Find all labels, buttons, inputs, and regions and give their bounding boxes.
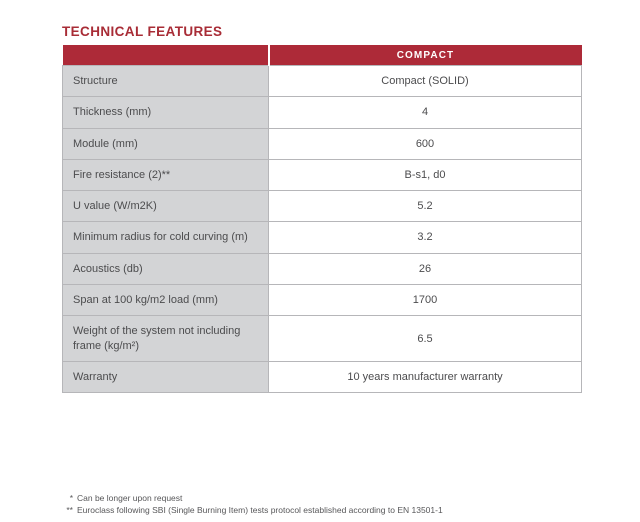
header-compact-cell: COMPACT	[269, 45, 582, 66]
row-label: Span at 100 kg/m2 load (mm)	[63, 285, 269, 316]
table-row	[63, 361, 582, 392]
table-row	[63, 316, 582, 362]
footnotes	[62, 493, 640, 516]
row-value: 600	[269, 128, 582, 159]
row-value: 1700	[269, 285, 582, 316]
row-value: 10 years manufacturer warranty	[269, 361, 582, 392]
table-row	[63, 285, 582, 316]
row-label: U value (W/m2K)	[63, 191, 269, 222]
row-value: 6.5	[269, 316, 582, 362]
row-value: B-s1, d0	[269, 159, 582, 190]
table-row	[63, 222, 582, 253]
table-row	[63, 253, 582, 284]
row-value: 26	[269, 253, 582, 284]
header-empty-cell	[63, 45, 269, 66]
table-row	[63, 159, 582, 190]
row-value: 4	[269, 97, 582, 128]
row-value: 3.2	[269, 222, 582, 253]
table-header-row	[63, 45, 582, 66]
row-label: Structure	[63, 66, 269, 97]
footnote-line	[62, 505, 640, 516]
row-label: Thickness (mm)	[63, 97, 269, 128]
page-title: TECHNICAL FEATURES	[62, 24, 223, 39]
row-value: 5.2	[269, 191, 582, 222]
footnote-line	[62, 493, 640, 504]
table-row	[63, 128, 582, 159]
row-label: Acoustics (db)	[63, 253, 269, 284]
footnote-marker: *	[69, 493, 73, 504]
row-label: Minimum radius for cold curving (m)	[63, 222, 269, 253]
footnote-marker: **	[66, 504, 73, 515]
footnote-text: Can be longer upon request	[77, 493, 183, 504]
footnote-text: Euroclass following SBI (Single Burning Item) tests protocol established according to EN 13501-1	[77, 504, 443, 515]
table-row	[63, 191, 582, 222]
row-value: Compact (SOLID)	[269, 66, 582, 97]
table-row	[63, 97, 582, 128]
row-label: Module (mm)	[63, 128, 269, 159]
row-label: Warranty	[63, 361, 269, 392]
row-label: Weight of the system not including frame (kg/m²)	[63, 316, 269, 362]
table-body	[63, 66, 582, 393]
row-label: Fire resistance (2)**	[63, 159, 269, 190]
technical-features-table	[62, 45, 582, 393]
table-row	[63, 66, 582, 97]
